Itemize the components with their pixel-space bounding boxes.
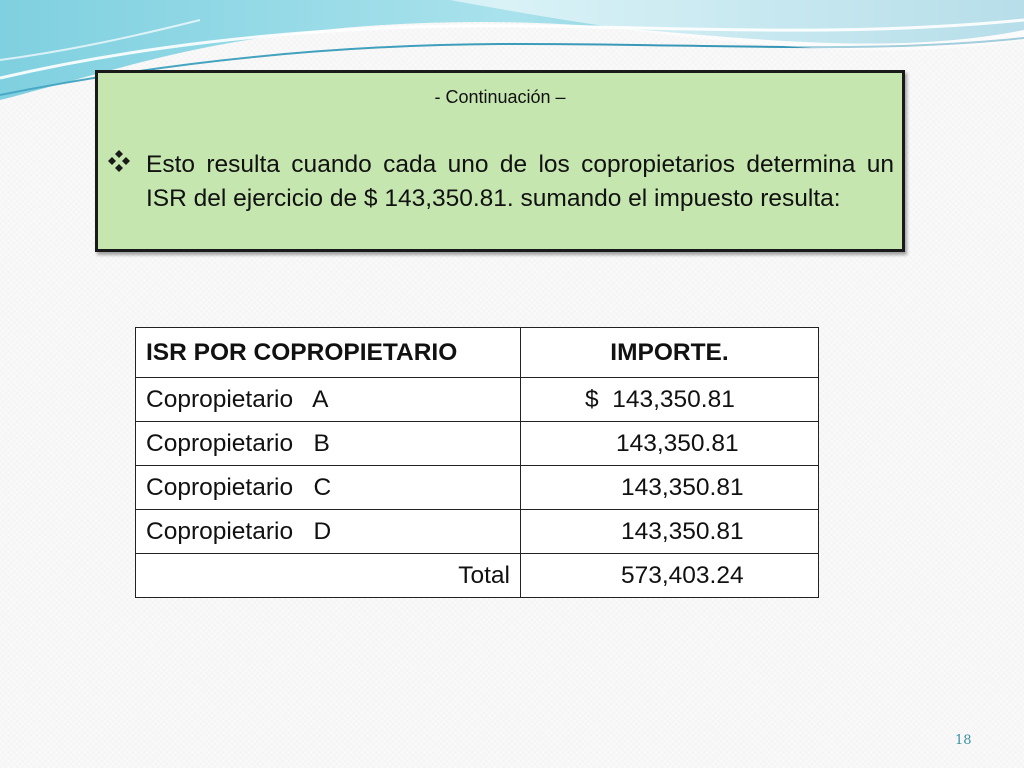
explanation-paragraph (146, 148, 894, 216)
table-total-row (136, 554, 819, 598)
continuation-label: - Continuación – (434, 87, 566, 107)
callout-box (95, 70, 905, 252)
paragraph-text: Esto resulta cuando cada uno de los copropietarios determina un ISR del ejercicio de $ 143,350.81. sumando el impuesto resulta: (146, 151, 894, 212)
table-header-row (136, 328, 819, 378)
row-label: Copropietario C (136, 466, 521, 510)
row-amount: 143,350.81 (521, 510, 819, 554)
header-importe: IMPORTE. (521, 328, 819, 378)
table-row (136, 510, 819, 554)
table-row (136, 378, 819, 422)
row-amount: 143,350.81 (521, 466, 819, 510)
row-label: Copropietario A (136, 378, 521, 422)
isr-table (135, 327, 819, 598)
row-amount: 143,350.81 (521, 422, 819, 466)
table-row (136, 422, 819, 466)
row-label: Copropietario D (136, 510, 521, 554)
total-label: Total (136, 554, 521, 598)
diamond-bullet-icon (106, 148, 132, 174)
row-amount: $ 143,350.81 (521, 378, 819, 422)
header-isr-por-copropietario: ISR POR COPROPIETARIO (136, 328, 521, 378)
row-label: Copropietario B (136, 422, 521, 466)
table-row (136, 466, 819, 510)
total-amount: 573,403.24 (521, 554, 819, 598)
page-number: 18 (955, 733, 972, 748)
